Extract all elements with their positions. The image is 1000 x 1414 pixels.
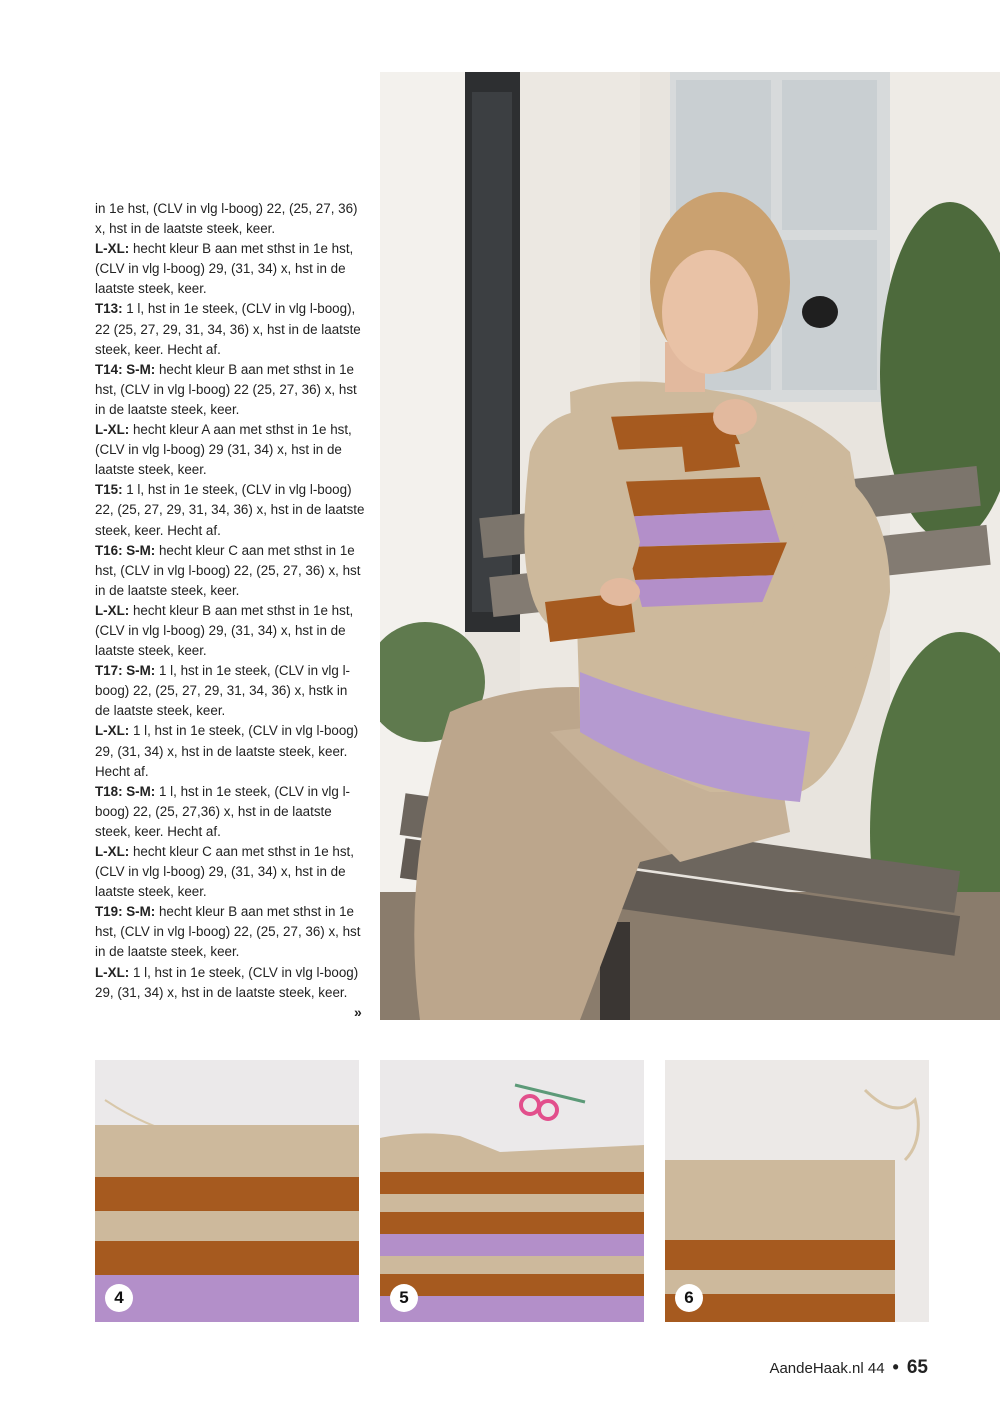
step-photo-4-illustration: [95, 1060, 359, 1322]
instruction-6: [95, 541, 365, 601]
instruction-7: [95, 601, 365, 661]
instruction-label: T13:: [95, 301, 123, 317]
instruction-10: [95, 782, 365, 842]
instruction-3: [95, 360, 365, 420]
instruction-text: 1 l, hst in 1e steek, (CLV in vlg l-boog), 22 (25, 27, 29, 31, 34, 36) x, hst in de laatste steek, keer. Hecht af.: [95, 301, 361, 357]
step-number-badge: 4: [105, 1284, 133, 1312]
instruction-text: hecht kleur B aan met sthst in 1e hst, (CLV in vlg l-boog) 29, (31, 34) x, hst in de laatste steek, keer.: [95, 241, 354, 297]
instruction-13: [95, 963, 365, 1003]
instruction-text: 1 l, hst in 1e steek, (CLV in vlg l-boog) 22, (25, 27, 29, 31, 34, 36) x, hstk in de laatste steek, keer.: [95, 663, 351, 719]
instruction-label: L-XL:: [95, 723, 130, 739]
instruction-1: [95, 239, 365, 299]
instruction-2: [95, 299, 365, 359]
instruction-text: hecht kleur B aan met sthst in 1e hst, (CLV in vlg l-boog) 22, (25, 27, 36) x, hst in de laatste steek, keer.: [95, 904, 361, 960]
instruction-text: in 1e hst, (CLV in vlg l-boog) 22, (25, 27, 36) x, hst in de laatste steek, keer.: [95, 201, 358, 237]
instruction-label: T17: S-M:: [95, 663, 156, 679]
pattern-instructions: [95, 199, 365, 1003]
instruction-label: L-XL:: [95, 422, 130, 438]
step-photo-6-illustration: [665, 1060, 929, 1322]
instruction-label: L-XL:: [95, 602, 130, 618]
step-number-badge: 5: [390, 1284, 418, 1312]
instruction-text: 1 l, hst in 1e steek, (CLV in vlg l-boog) 29, (31, 34) x, hst in de laatste steek, keer. Hecht af.: [95, 723, 359, 779]
footer-site: AandeHaak.nl 44: [769, 1360, 885, 1377]
instruction-label: T19: S-M:: [95, 904, 156, 920]
instruction-label: L-XL:: [95, 964, 130, 980]
instruction-label: L-XL:: [95, 241, 130, 257]
instruction-0: [95, 199, 365, 239]
instruction-label: T16: S-M:: [95, 542, 156, 558]
instruction-text: hecht kleur A aan met sthst in 1e hst, (CLV in vlg l-boog) 29 (31, 34) x, hst in de laatste steek, keer.: [95, 422, 352, 478]
step-photo-5-illustration: [380, 1060, 644, 1322]
instruction-text: hecht kleur B aan met sthst in 1e hst, (CLV in vlg l-boog) 22 (25, 27, 36) x, hst in de laatste steek, keer.: [95, 361, 357, 417]
instruction-text: hecht kleur B aan met sthst in 1e hst, (CLV in vlg l-boog) 29, (31, 34) x, hst in de laatste steek, keer.: [95, 602, 354, 659]
hero-photo: [380, 72, 1000, 1020]
instruction-label: T14: S-M:: [95, 361, 156, 377]
footer-separator: •: [892, 1357, 899, 1377]
instruction-4: [95, 420, 365, 480]
instruction-8: [95, 661, 365, 721]
instruction-11: [95, 842, 365, 902]
step-photo-6: [665, 1060, 929, 1322]
instruction-9: [95, 721, 365, 781]
instruction-12: [95, 902, 365, 962]
step-photo-5: [380, 1060, 644, 1322]
instruction-label: L-XL:: [95, 844, 130, 859]
step-photo-4: [95, 1060, 359, 1322]
instruction-text: hecht kleur C aan met sthst in 1e hst, (CLV in vlg l-boog) 22, (25, 27, 36) x, hst in de laatste steek, keer.: [95, 542, 361, 598]
instruction-label: T18: S-M:: [95, 783, 156, 799]
page-footer: [769, 1357, 928, 1379]
instruction-text: 1 l, hst in 1e steek, (CLV in vlg l-boog) 29, (31, 34) x, hst in de laatste steek, keer.: [95, 964, 359, 1000]
step-number-badge: 6: [675, 1284, 703, 1312]
instruction-text: 1 l, hst in 1e steek, (CLV in vlg l-boog) 22, (25, 27, 29, 31, 34, 36) x, hst in de laatste steek, keer. Hecht af.: [95, 482, 365, 538]
hero-photo-illustration: [380, 72, 1000, 1020]
instruction-5: [95, 480, 365, 540]
instruction-text: 1 l, hst in 1e steek, (CLV in vlg l-boog) 22, (25, 27,36) x, hst in de laatste steek, keer. Hecht af.: [95, 783, 351, 839]
instruction-text: hecht kleur C aan met sthst in 1e hst, (CLV in vlg l-boog) 29, (31, 34) x, hst in de laatste steek, keer.: [95, 844, 354, 900]
page-number: 65: [906, 1357, 928, 1378]
continue-marker: »: [354, 1004, 362, 1020]
instruction-label: T15:: [95, 482, 123, 498]
